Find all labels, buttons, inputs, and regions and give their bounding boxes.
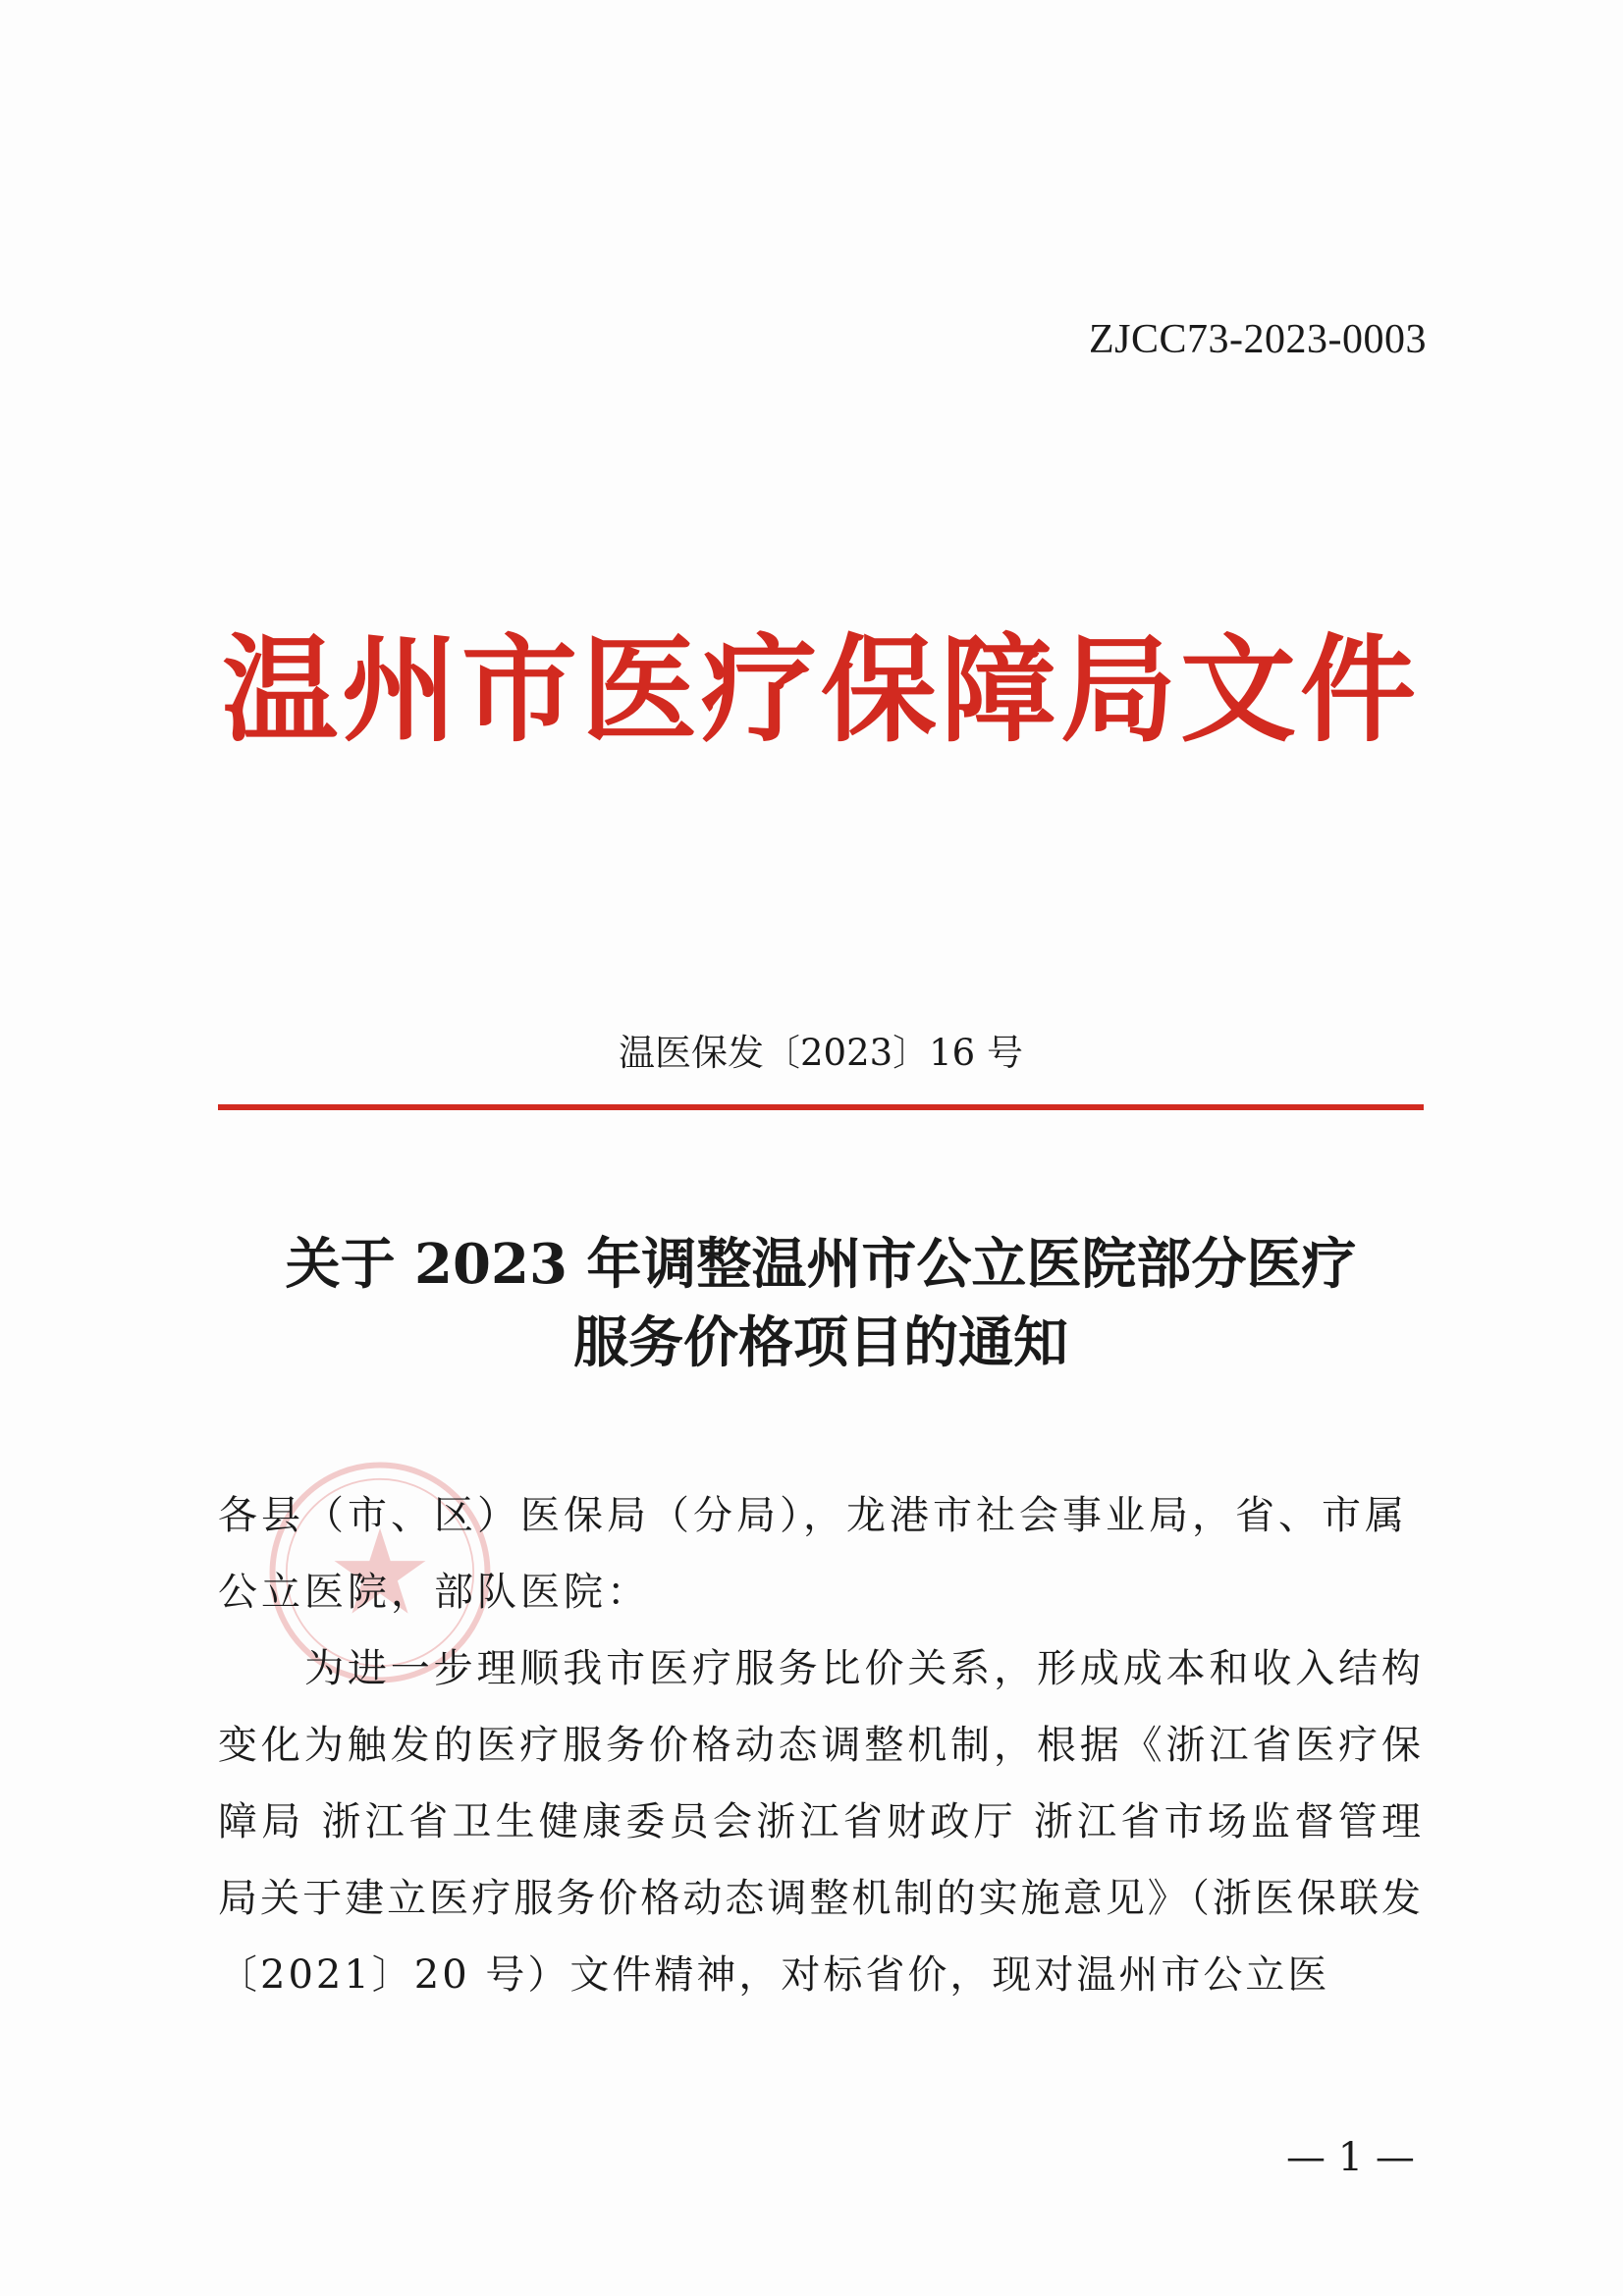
document-code: ZJCC73-2023-0003: [1089, 317, 1427, 362]
red-divider-line: [218, 1104, 1424, 1110]
notice-title-line-1: 关于 2023 年调整温州市公立医院部分医疗: [285, 1232, 1357, 1297]
document-number: 温医保发〔2023〕16 号: [618, 1032, 1023, 1074]
addressee-text: 各县（市、区）医保局（分局），龙港市社会事业局，省、市属公立医院，部队医院：: [218, 1493, 1408, 1615]
notice-title-line-2: 服务价格项目的通知: [573, 1310, 1068, 1375]
body-paragraph: 为进一步理顺我市医疗服务比价关系，形成成本和收入结构变化为触发的医疗服务价格动态调整机制，根据《浙江省医疗保障局 浙江省卫生健康委员会浙江省财政厅 浙江省市场监督管理局关于建立医疗服务价格动态调整机制的实施意见》（浙医保联发〔2021〕20 号）文件精神，对标省价，现对温州市公立医: [218, 1646, 1424, 1998]
page-number: — 1 —: [1286, 2135, 1415, 2180]
notice-title: [218, 1225, 1424, 1382]
masthead-title: 温州市医疗保障局文件: [221, 621, 1420, 758]
